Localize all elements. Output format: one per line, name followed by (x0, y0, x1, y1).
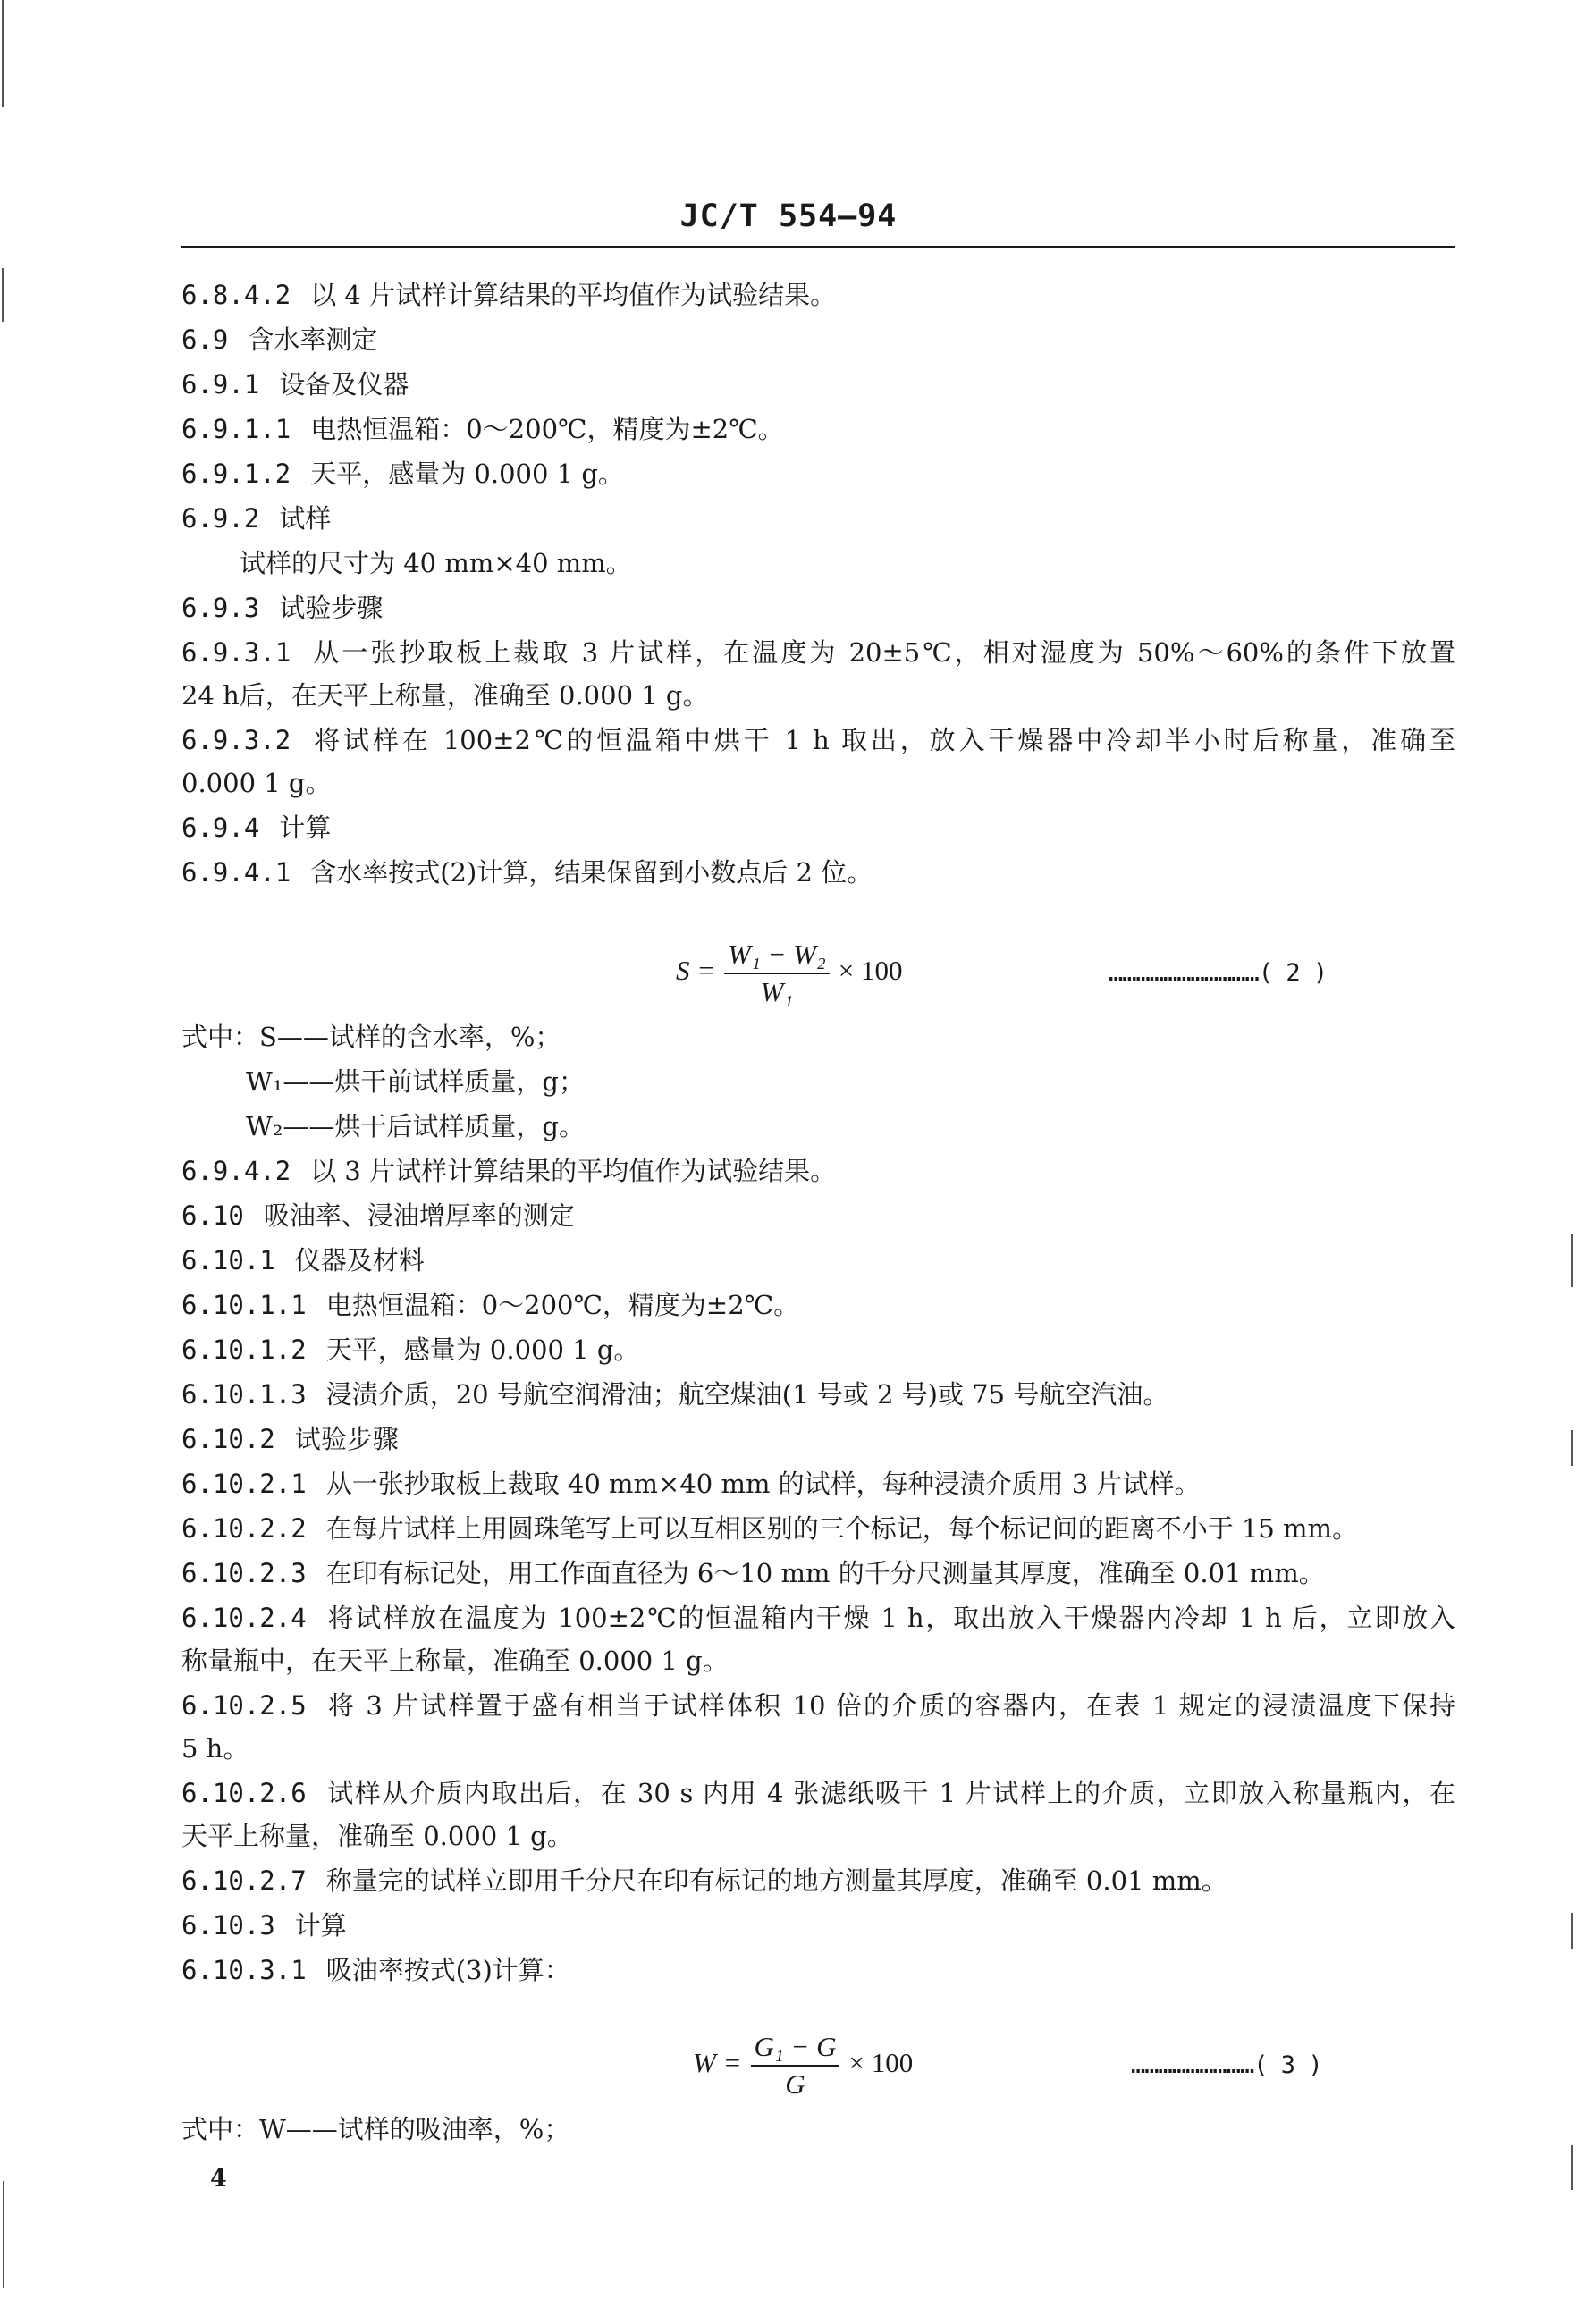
scan-edge-mark (2, 0, 4, 107)
clause-line: 6.10.3.1 吸油率按式(3)计算： (181, 1955, 570, 1985)
clause-line: 试样的尺寸为 40 mm×40 mm。 (240, 548, 632, 578)
clause-line: 6.9.3.2 将试样在 100±2℃的恒温箱中烘干 1 h 取出，放入干燥器中冷却半小时后称量，准确至 (181, 725, 1455, 755)
variable-definition: W₂——烘干后试样质量，g。 (246, 1111, 585, 1141)
clause-line: 6.10.2.1 从一张抄取板上裁取 40 mm×40 mm 的试样，每种浸渍介质用 3 片试样。 (181, 1469, 1201, 1499)
clause-line: 6.9.1.1 电热恒温箱：0～200℃，精度为±2℃。 (181, 414, 784, 444)
variable-definition: 式中：W——试样的吸油率，%； (181, 2114, 570, 2144)
clause-line: 6.10.2.3 在印有标记处，用工作面直径为 6～10 mm 的千分尺测量其厚度，准确至 0.01 mm。 (181, 1558, 1325, 1588)
clause-line: 6.9.4.1 含水率按式(2)计算，结果保留到小数点后 2 位。 (181, 857, 873, 888)
clause-line: 6.10 吸油率、浸油增厚率的测定 (181, 1200, 575, 1231)
scan-edge-mark (1571, 2145, 1573, 2190)
formula-2: S = $\frac{\text{W₁ − W₂}}{\text{W₁}}$ × 100 (676, 939, 903, 1007)
clause-line: 6.9.4.2 以 3 片试样计算结果的平均值作为试验结果。 (181, 1156, 837, 1186)
clause-line: 6.10.1.2 天平，感量为 0.000 1 g。 (181, 1335, 640, 1365)
clause-line: 称量瓶中，在天平上称量，准确至 0.000 1 g。 (181, 1646, 729, 1676)
clause-line: 6.9 含水率测定 (181, 324, 378, 355)
clause-line: 6.10.2.5 将 3 片试样置于盛有相当于试样体积 10 倍的介质的容器内，在表 1 规定的浸渍温度下保持 (181, 1690, 1455, 1721)
clause-line: 6.10.2.4 将试样放在温度为 100±2℃的恒温箱内干燥 1 h，取出放入干燥器内冷却 1 h 后，立即放入 (181, 1603, 1455, 1633)
clause-line: 0.000 1 g。 (181, 768, 332, 798)
clause-line: 6.9.3.1 从一张抄取板上裁取 3 片试样，在温度为 20±5℃，相对湿度为 50%～60%的条件下放置 (181, 637, 1455, 668)
scan-edge-mark (1571, 1234, 1573, 1287)
clause-line: 6.10.2.6 试样从介质内取出后，在 30 s 内用 4 张滤纸吸干 1 片试样上的介质，立即放入称量瓶内，在 (181, 1778, 1455, 1808)
header-rule (181, 246, 1455, 248)
clause-line: 6.10.1 仪器及材料 (181, 1245, 425, 1276)
clause-line: 6.10.2.2 在每片试样上用圆珠笔写上可以互相区别的三个标记，每个标记间的距离不小于 15 mm。 (181, 1513, 1359, 1544)
page-number: 4 (210, 2165, 227, 2193)
variable-definition: 式中：S——试样的含水率，%； (181, 1022, 561, 1052)
clause-line: 6.10.1.1 电热恒温箱：0～200℃，精度为±2℃。 (181, 1290, 800, 1320)
formula-3-label: ………………………( 3 ) (1131, 2051, 1322, 2079)
scan-edge-mark (3, 2181, 4, 2288)
clause-line: 6.8.4.2 以 4 片试样计算结果的平均值作为试验结果。 (181, 280, 837, 310)
clause-line: 6.9.3 试验步骤 (181, 593, 384, 623)
clause-line: 6.9.1 设备及仪器 (181, 369, 409, 400)
clause-line: 5 h。 (181, 1733, 249, 1764)
formula-3: W = $\frac{\text{G₁ − G}}{G}$ × 100 (693, 2031, 914, 2100)
scan-edge-mark (1571, 1913, 1573, 1949)
scan-edge-mark (2, 268, 4, 322)
clause-line: 6.10.1.3 浸渍介质，20 号航空润滑油；航空煤油(1 号或 2 号)或 75 号航空汽油。 (181, 1379, 1169, 1410)
clause-line: 6.10.2.7 称量完的试样立即用千分尺在印有标记的地方测量其厚度，准确至 0.01 mm。 (181, 1865, 1227, 1896)
formula-2-label: ……………………………( 2 ) (1109, 959, 1328, 987)
clause-line: 24 h后，在天平上称量，准确至 0.000 1 g。 (181, 680, 709, 711)
scan-edge-mark (1571, 1430, 1573, 1466)
variable-definition: W₁——烘干前试样质量，g； (246, 1066, 585, 1097)
clause-line: 6.9.2 试样 (181, 503, 332, 534)
clause-line: 6.10.3 计算 (181, 1910, 347, 1941)
clause-line: 6.9.1.2 天平，感量为 0.000 1 g。 (181, 459, 624, 489)
page-header-title: JC/T 554—94 (679, 198, 898, 234)
clause-line: 6.10.2 试验步骤 (181, 1424, 399, 1454)
clause-line: 天平上称量，准确至 0.000 1 g。 (181, 1821, 573, 1851)
clause-line: 6.9.4 计算 (181, 813, 332, 843)
